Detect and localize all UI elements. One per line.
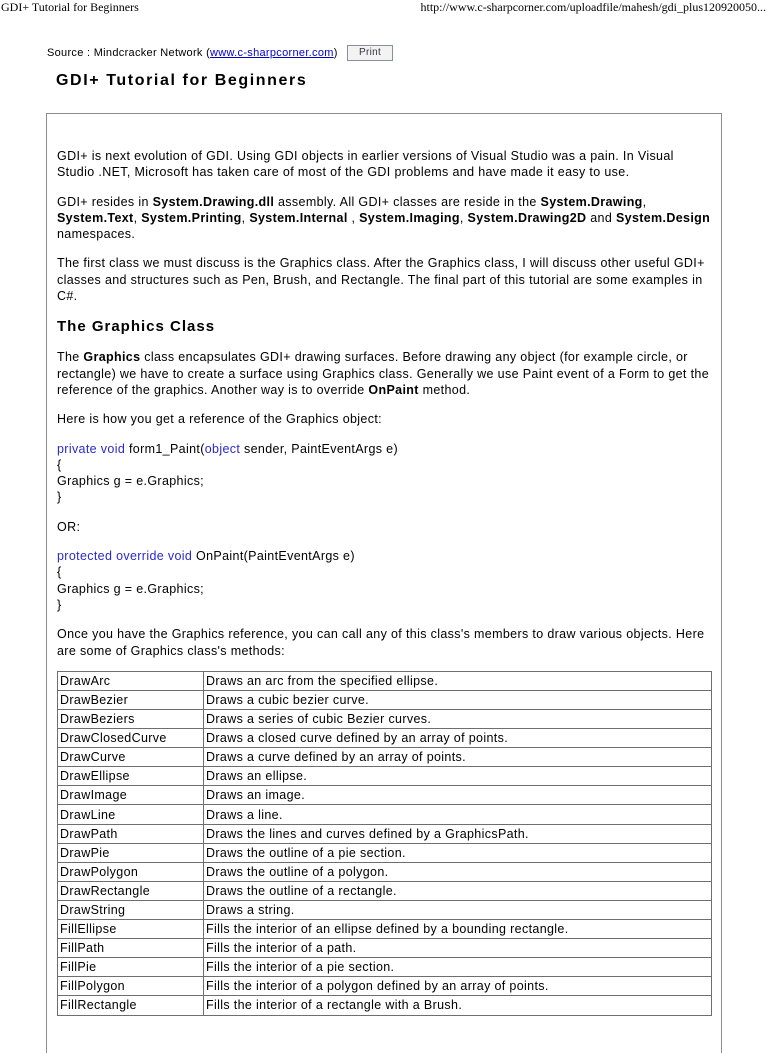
text: class encapsulates GDI+ drawing surfaces. Before drawing any object (for example circle, or rectangle) we have to create a surface using Graphics class. Generally we use Paint event of a Form to get the reference of the graphics. Another way is to override	[57, 350, 710, 397]
method-name-cell: DrawRectangle	[58, 881, 204, 900]
method-desc-cell: Draws the outline of a polygon.	[204, 862, 712, 881]
method-desc-cell: Draws an image.	[204, 786, 712, 805]
method-desc-cell: Draws the lines and curves defined by a GraphicsPath.	[204, 824, 712, 843]
graphics-paragraph-1	[57, 349, 712, 398]
graphics-paragraph-3: Once you have the Graphics reference, you can call any of this class's members to draw various objects. Here are some of Graphics class's methods:	[57, 627, 705, 658]
text: namespaces.	[57, 227, 136, 242]
text: ,	[241, 210, 250, 225]
table-row	[58, 900, 712, 919]
table-row	[58, 939, 712, 958]
table-row	[58, 671, 712, 690]
method-name-cell: FillPie	[58, 958, 204, 977]
intro-paragraph-1: GDI+ is next evolution of GDI. Using GDI objects in earlier versions of Visual Studio was a pain. In Visual Studio .NET, Microsoft has taken care of most of the GDI problems and have made it easy to use.	[57, 149, 674, 180]
code-block-paint	[57, 441, 712, 506]
table-row	[58, 824, 712, 843]
method-name-cell: DrawPie	[58, 843, 204, 862]
graphics-paragraph-2: Here is how you get a reference of the Graphics object:	[57, 412, 382, 427]
code-line	[57, 548, 712, 564]
table-row	[58, 767, 712, 786]
method-desc-cell: Draws the outline of a rectangle.	[204, 881, 712, 900]
code-block-onpaint	[57, 548, 712, 613]
method-desc-cell: Draws a closed curve defined by an array of points.	[204, 729, 712, 748]
method-name-cell: DrawPath	[58, 824, 204, 843]
text: ,	[347, 210, 360, 225]
code-line: {	[57, 457, 62, 472]
method-desc-cell: Draws a series of cubic Bezier curves.	[204, 710, 712, 729]
table-row	[58, 843, 712, 862]
method-name-cell: DrawEllipse	[58, 767, 204, 786]
method-name-cell: FillPolygon	[58, 977, 204, 996]
method-desc-cell: Draws the outline of a pie section.	[204, 843, 712, 862]
code-line: {	[57, 565, 62, 580]
code-keyword: private void	[57, 441, 126, 456]
method-desc-cell: Draws a curve defined by an array of points.	[204, 748, 712, 767]
namespace-name: System.Design	[615, 210, 711, 225]
intro-paragraph-2	[57, 194, 712, 243]
method-desc-cell: Draws a line.	[204, 805, 712, 824]
method-name: OnPaint	[368, 382, 419, 397]
method-name-cell: FillPath	[58, 939, 204, 958]
text: The	[57, 350, 84, 365]
text: assembly. All GDI+ classes are reside in the	[274, 194, 541, 209]
table-row	[58, 996, 712, 1015]
code-line: }	[57, 490, 62, 505]
method-desc-cell: Fills the interior of a path.	[204, 939, 712, 958]
namespace-name: System.Imaging	[359, 210, 460, 225]
code-text: form1_Paint(	[125, 441, 205, 456]
table-row	[58, 977, 712, 996]
table-row	[58, 920, 712, 939]
page-title: GDI+ Tutorial for Beginners	[56, 72, 308, 89]
namespace-name: System.Printing	[141, 210, 242, 225]
text: ,	[642, 194, 647, 209]
method-desc-cell: Fills the interior of a pie section.	[204, 958, 712, 977]
code-keyword: object	[204, 441, 241, 456]
table-row	[58, 805, 712, 824]
article-body	[57, 148, 712, 1016]
table-row	[58, 786, 712, 805]
code-text: sender, PaintEventArgs e)	[240, 441, 398, 456]
namespace-name: System.Text	[57, 210, 134, 225]
methods-table	[57, 671, 712, 1016]
text: ,	[133, 210, 142, 225]
method-name-cell: DrawArc	[58, 671, 204, 690]
table-row	[58, 710, 712, 729]
method-name-cell: DrawImage	[58, 786, 204, 805]
method-desc-cell: Draws an arc from the specified ellipse.	[204, 671, 712, 690]
source-link[interactable]: www.c-sharpcorner.com	[210, 46, 334, 59]
table-row	[58, 958, 712, 977]
print-header-title: GDI+ Tutorial for Beginners	[1, 0, 139, 14]
table-row	[58, 862, 712, 881]
section-heading-graphics: The Graphics Class	[57, 318, 216, 336]
method-name-cell: FillEllipse	[58, 920, 204, 939]
source-line	[47, 45, 393, 61]
print-button[interactable]: Print	[347, 45, 393, 61]
assembly-name: System.Drawing.dll	[152, 194, 275, 209]
code-keyword: protected override void	[57, 549, 193, 564]
code-line: }	[57, 597, 62, 612]
print-header-url: http://www.c-sharpcorner.com/uploadfile/mahesh/gdi_plus120920050...	[420, 0, 766, 14]
method-name-cell: DrawClosedCurve	[58, 729, 204, 748]
source-suffix: )	[333, 46, 338, 59]
method-desc-cell: Draws an ellipse.	[204, 767, 712, 786]
code-line	[57, 441, 712, 457]
code-line: Graphics g = e.Graphics;	[57, 581, 205, 596]
methods-table-body	[58, 671, 712, 1015]
code-line: Graphics g = e.Graphics;	[57, 474, 205, 489]
intro-paragraph-3: The first class we must discuss is the Graphics class. After the Graphics class, I will discuss other useful GDI+ classes and structures such as Pen, Brush, and Rectangle. The final part of this tutorial are some examples in C#.	[57, 256, 705, 304]
method-name-cell: DrawString	[58, 900, 204, 919]
namespace-name: System.Drawing2D	[467, 210, 587, 225]
namespace-name: System.Internal	[249, 210, 348, 225]
method-name-cell: DrawBeziers	[58, 710, 204, 729]
table-row	[58, 881, 712, 900]
class-name: Graphics	[83, 350, 141, 365]
table-row	[58, 690, 712, 709]
text: ,	[459, 210, 468, 225]
text: GDI+ resides in	[57, 194, 153, 209]
method-name-cell: DrawCurve	[58, 748, 204, 767]
code-text: OnPaint(PaintEventArgs e)	[192, 549, 355, 564]
method-desc-cell: Fills the interior of a polygon defined by an array of points.	[204, 977, 712, 996]
table-row	[58, 748, 712, 767]
text: and	[586, 210, 616, 225]
method-name-cell: DrawBezier	[58, 690, 204, 709]
method-name-cell: DrawPolygon	[58, 862, 204, 881]
print-header	[0, 0, 768, 16]
method-desc-cell: Draws a string.	[204, 900, 712, 919]
namespace-name: System.Drawing	[540, 194, 643, 209]
text: method.	[418, 382, 471, 397]
source-prefix: Source : Mindcracker Network (	[47, 46, 211, 59]
method-desc-cell: Fills the interior of a rectangle with a Brush.	[204, 996, 712, 1015]
table-row	[58, 729, 712, 748]
method-name-cell: DrawLine	[58, 805, 204, 824]
method-name-cell: FillRectangle	[58, 996, 204, 1015]
or-label: OR:	[57, 519, 81, 534]
method-desc-cell: Draws a cubic bezier curve.	[204, 690, 712, 709]
method-desc-cell: Fills the interior of an ellipse defined by a bounding rectangle.	[204, 920, 712, 939]
